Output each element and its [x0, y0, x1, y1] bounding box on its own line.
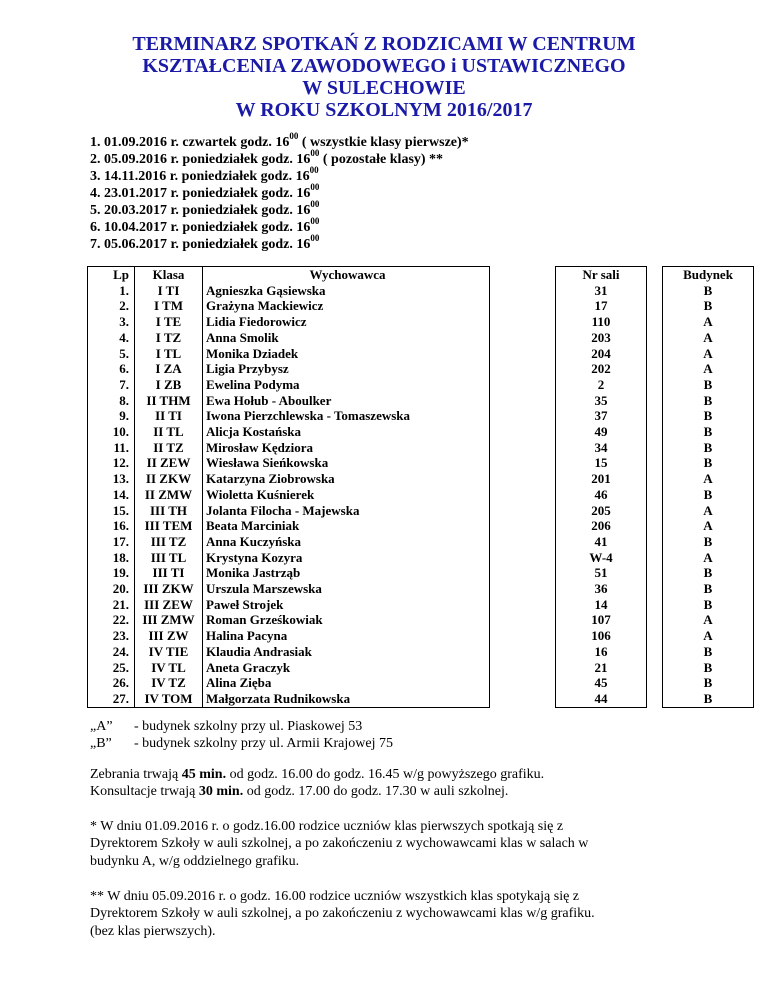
legend-key-b: „B”	[90, 736, 112, 751]
cell-wychowawca: Beata Marciniak	[203, 518, 490, 534]
meeting-item	[90, 165, 469, 185]
cell-nr-sali: 2	[556, 377, 647, 393]
cell-klasa: III TZ	[135, 534, 203, 550]
meeting-text: 5. 20.03.2017 r. poniedziałek godz. 16	[90, 203, 311, 218]
meeting-item	[90, 131, 469, 151]
header-klasa: Klasa	[135, 267, 203, 283]
cell-wychowawca: Ligia Przybysz	[203, 361, 490, 377]
cell-klasa: I TE	[135, 314, 203, 330]
cell-lp: 12.	[88, 455, 135, 471]
cell-nr-sali: W-4	[556, 550, 647, 566]
table-row	[88, 565, 754, 581]
cell-budynek: B	[663, 565, 754, 581]
table-row	[88, 393, 754, 409]
cell-klasa: II ZMW	[135, 487, 203, 503]
cell-klasa: III TL	[135, 550, 203, 566]
cell-klasa: I ZB	[135, 377, 203, 393]
cell-klasa: I TM	[135, 298, 203, 314]
cell-nr-sali: 203	[556, 330, 647, 346]
meeting-time-minutes: 00	[309, 165, 319, 176]
cell-budynek: B	[663, 424, 754, 440]
info-text: Konsultacje trwają	[90, 784, 199, 800]
cell-budynek: B	[663, 534, 754, 550]
cell-budynek: B	[663, 393, 754, 409]
meeting-text: 7. 05.06.2017 r. poniedziałek godz. 16	[90, 237, 311, 252]
cell-nr-sali: 41	[556, 534, 647, 550]
cell-nr-sali: 46	[556, 487, 647, 503]
cell-klasa: III TI	[135, 565, 203, 581]
cell-budynek: B	[663, 644, 754, 660]
cell-klasa: II THM	[135, 393, 203, 409]
cell-budynek: B	[663, 675, 754, 691]
cell-wychowawca: Grażyna Mackiewicz	[203, 298, 490, 314]
table-row	[88, 691, 754, 707]
footnote-line: (bez klas pierwszych).	[90, 923, 216, 939]
cell-klasa: III ZW	[135, 628, 203, 644]
cell-wychowawca: Monika Dziadek	[203, 346, 490, 362]
cell-klasa: III ZMW	[135, 612, 203, 628]
title-line-3: W SULECHOWIE	[302, 77, 466, 99]
meeting-time-minutes: 00	[310, 199, 320, 210]
footnote-other-classes	[90, 888, 690, 940]
cell-wychowawca: Wioletta Kuśnierek	[203, 487, 490, 503]
cell-nr-sali: 202	[556, 361, 647, 377]
title-line-4: W ROKU SZKOLNYM 2016/2017	[235, 99, 533, 121]
cell-lp: 1.	[88, 283, 135, 299]
cell-lp: 24.	[88, 644, 135, 660]
table-row	[88, 424, 754, 440]
meeting-item	[90, 199, 469, 219]
cell-klasa: IV TIE	[135, 644, 203, 660]
cell-budynek: B	[663, 377, 754, 393]
cell-budynek: A	[663, 471, 754, 487]
meeting-dates-list	[90, 131, 469, 253]
cell-lp: 11.	[88, 440, 135, 456]
cell-nr-sali: 37	[556, 408, 647, 424]
cell-wychowawca: Paweł Strojek	[203, 597, 490, 613]
cell-lp: 25.	[88, 660, 135, 676]
meeting-item	[90, 233, 469, 253]
title-line-2: KSZTAŁCENIA ZAWODOWEGO i USTAWICZNEGO	[142, 55, 626, 77]
cell-lp: 19.	[88, 565, 135, 581]
cell-lp: 20.	[88, 581, 135, 597]
cell-budynek: A	[663, 628, 754, 644]
meeting-time-minutes: 00	[310, 233, 320, 244]
cell-klasa: I TZ	[135, 330, 203, 346]
table-row	[88, 455, 754, 471]
cell-wychowawca: Alicja Kostańska	[203, 424, 490, 440]
table-row	[88, 612, 754, 628]
cell-klasa: I TL	[135, 346, 203, 362]
meeting-text: 3. 14.11.2016 r. poniedziałek godz. 16	[90, 169, 310, 184]
footnote-line: * W dniu 01.09.2016 r. o godz.16.00 rodzice uczniów klas pierwszych spotkają się z	[90, 819, 564, 834]
cell-nr-sali: 201	[556, 471, 647, 487]
cell-nr-sali: 31	[556, 283, 647, 299]
cell-wychowawca: Halina Pacyna	[203, 628, 490, 644]
cell-budynek: A	[663, 612, 754, 628]
cell-wychowawca: Małgorzata Rudnikowska	[203, 691, 490, 707]
cell-lp: 23.	[88, 628, 135, 644]
cell-klasa: IV TOM	[135, 691, 203, 707]
cell-lp: 6.	[88, 361, 135, 377]
header-budynek: Budynek	[663, 267, 754, 283]
meeting-time-minutes: 00	[310, 182, 320, 193]
header-lp: Lp	[88, 267, 135, 283]
cell-wychowawca: Lidia Fiedorowicz	[203, 314, 490, 330]
cell-lp: 16.	[88, 518, 135, 534]
table-row	[88, 644, 754, 660]
cell-wychowawca: Ewa Hołub - Aboulker	[203, 393, 490, 409]
cell-budynek: B	[663, 691, 754, 707]
table-row	[88, 518, 754, 534]
cell-budynek: A	[663, 330, 754, 346]
cell-budynek: A	[663, 346, 754, 362]
cell-budynek: B	[663, 660, 754, 676]
meeting-text: ( wszystkie klasy pierwsze)*	[298, 135, 469, 150]
cell-klasa: III TH	[135, 503, 203, 519]
cell-klasa: III TEM	[135, 518, 203, 534]
cell-budynek: B	[663, 487, 754, 503]
cell-wychowawca: Roman Grześkowiak	[203, 612, 490, 628]
table-row	[88, 471, 754, 487]
table-row	[88, 440, 754, 456]
cell-wychowawca: Katarzyna Ziobrowska	[203, 471, 490, 487]
meeting-text: ( pozostałe klasy) **	[319, 152, 444, 167]
cell-nr-sali: 15	[556, 455, 647, 471]
cell-lp: 10.	[88, 424, 135, 440]
table-row	[88, 283, 754, 299]
meeting-text: 4. 23.01.2017 r. poniedziałek godz. 16	[90, 186, 311, 201]
cell-nr-sali: 106	[556, 628, 647, 644]
cell-lp: 14.	[88, 487, 135, 503]
table-row	[88, 377, 754, 393]
cell-nr-sali: 51	[556, 565, 647, 581]
cell-budynek: A	[663, 503, 754, 519]
cell-nr-sali: 17	[556, 298, 647, 314]
footnote-first-classes	[90, 818, 690, 870]
table-row	[88, 628, 754, 644]
meeting-item	[90, 216, 469, 236]
cell-budynek: B	[663, 298, 754, 314]
table-row	[88, 487, 754, 503]
cell-wychowawca: Agnieszka Gąsiewska	[203, 283, 490, 299]
cell-klasa: II TZ	[135, 440, 203, 456]
cell-klasa: III ZEW	[135, 597, 203, 613]
cell-klasa: II TL	[135, 424, 203, 440]
cell-wychowawca: Anna Kuczyńska	[203, 534, 490, 550]
meeting-time-minutes: 00	[310, 216, 320, 227]
cell-klasa: IV TL	[135, 660, 203, 676]
cell-budynek: B	[663, 283, 754, 299]
footnote-line: budynku A, w/g oddzielnego grafiku.	[90, 853, 300, 869]
cell-nr-sali: 14	[556, 597, 647, 613]
cell-wychowawca: Monika Jastrząb	[203, 565, 490, 581]
homeroom-table	[87, 266, 754, 708]
cell-wychowawca: Alina Zięba	[203, 675, 490, 691]
table-row	[88, 534, 754, 550]
cell-lp: 3.	[88, 314, 135, 330]
cell-nr-sali: 204	[556, 346, 647, 362]
cell-wychowawca: Krystyna Kozyra	[203, 550, 490, 566]
cell-budynek: B	[663, 408, 754, 424]
cell-lp: 15.	[88, 503, 135, 519]
footnote-line: ** W dniu 05.09.2016 r. o godz. 16.00 rodzice uczniów wszystkich klas spotykają się z	[90, 889, 580, 904]
table-row	[88, 660, 754, 676]
cell-budynek: A	[663, 518, 754, 534]
cell-nr-sali: 49	[556, 424, 647, 440]
cell-wychowawca: Ewelina Podyma	[203, 377, 490, 393]
meeting-item	[90, 182, 469, 202]
info-duration-meeting: 45 min.	[181, 767, 227, 782]
cell-nr-sali: 45	[556, 675, 647, 691]
cell-nr-sali: 34	[556, 440, 647, 456]
cell-nr-sali: 21	[556, 660, 647, 676]
cell-budynek: B	[663, 581, 754, 597]
cell-klasa: I ZA	[135, 361, 203, 377]
cell-lp: 8.	[88, 393, 135, 409]
cell-budynek: A	[663, 361, 754, 377]
info-duration-consult: 30 min.	[198, 784, 244, 800]
meeting-text: 1. 01.09.2016 r. czwartek godz. 16	[90, 135, 290, 150]
cell-lp: 7.	[88, 377, 135, 393]
title-line-1: TERMINARZ SPOTKAŃ Z RODZICAMI W CENTRUM	[132, 33, 636, 55]
cell-nr-sali: 35	[556, 393, 647, 409]
cell-lp: 26.	[88, 675, 135, 691]
table-row	[88, 298, 754, 314]
table-row	[88, 550, 754, 566]
building-legend	[90, 718, 393, 752]
legend-text-a: - budynek szkolny przy ul. Piaskowej 53	[134, 719, 363, 734]
table-row	[88, 314, 754, 330]
cell-klasa: II ZKW	[135, 471, 203, 487]
cell-lp: 17.	[88, 534, 135, 550]
cell-budynek: A	[663, 550, 754, 566]
cell-nr-sali: 107	[556, 612, 647, 628]
cell-nr-sali: 36	[556, 581, 647, 597]
info-text: Zebrania trwają	[90, 767, 182, 782]
table-row	[88, 597, 754, 613]
meeting-info	[90, 766, 690, 801]
cell-wychowawca: Urszula Marszewska	[203, 581, 490, 597]
cell-nr-sali: 16	[556, 644, 647, 660]
meeting-text: 6. 10.04.2017 r. poniedziałek godz. 16	[90, 220, 311, 235]
cell-wychowawca: Aneta Graczyk	[203, 660, 490, 676]
cell-lp: 2.	[88, 298, 135, 314]
meeting-text: 2. 05.09.2016 r. poniedziałek godz. 16	[90, 152, 311, 167]
cell-lp: 13.	[88, 471, 135, 487]
cell-wychowawca: Mirosław Kędziora	[203, 440, 490, 456]
table-row	[88, 408, 754, 424]
cell-lp: 27.	[88, 691, 135, 707]
cell-wychowawca: Wiesława Sieńkowska	[203, 455, 490, 471]
legend-text-b: - budynek szkolny przy ul. Armii Krajowej 75	[134, 736, 393, 751]
cell-wychowawca: Klaudia Andrasiak	[203, 644, 490, 660]
table-row	[88, 581, 754, 597]
table-header-row	[88, 267, 754, 283]
cell-klasa: III ZKW	[135, 581, 203, 597]
cell-klasa: II ZEW	[135, 455, 203, 471]
header-nr-sali: Nr sali	[556, 267, 647, 283]
cell-wychowawca: Iwona Pierzchlewska - Tomaszewska	[203, 408, 490, 424]
cell-wychowawca: Anna Smolik	[203, 330, 490, 346]
cell-nr-sali: 206	[556, 518, 647, 534]
header-wychowawca: Wychowawca	[203, 267, 490, 283]
cell-budynek: B	[663, 440, 754, 456]
cell-nr-sali: 205	[556, 503, 647, 519]
cell-budynek: A	[663, 314, 754, 330]
cell-budynek: B	[663, 455, 754, 471]
cell-lp: 22.	[88, 612, 135, 628]
cell-lp: 4.	[88, 330, 135, 346]
cell-nr-sali: 44	[556, 691, 647, 707]
table-row	[88, 346, 754, 362]
cell-klasa: IV TZ	[135, 675, 203, 691]
cell-lp: 18.	[88, 550, 135, 566]
table-row	[88, 675, 754, 691]
cell-lp: 9.	[88, 408, 135, 424]
cell-klasa: II TI	[135, 408, 203, 424]
table-row	[88, 361, 754, 377]
info-text: od godz. 16.00 do godz. 16.45 w/g powyższego grafiku.	[226, 767, 545, 782]
meeting-time-minutes: 00	[289, 131, 299, 142]
footnote-line: Dyrektorem Szkoły w auli szkolnej, a po zakończeniu z wychowawcami klas w/g grafiku.	[90, 906, 595, 922]
legend-key-a: „A”	[90, 719, 113, 734]
cell-nr-sali: 110	[556, 314, 647, 330]
cell-lp: 5.	[88, 346, 135, 362]
cell-klasa: I TI	[135, 283, 203, 299]
meeting-item	[90, 148, 469, 168]
cell-budynek: B	[663, 597, 754, 613]
footnote-line: Dyrektorem Szkoły w auli szkolnej, a po zakończeniu z wychowawcami klas w salach w	[90, 836, 589, 852]
table-row	[88, 503, 754, 519]
meeting-time-minutes: 00	[310, 148, 320, 159]
table-row	[88, 330, 754, 346]
info-text: od godz. 17.00 do godz. 17.30 w auli szkolnej.	[243, 784, 509, 800]
cell-lp: 21.	[88, 597, 135, 613]
document-title	[0, 33, 768, 121]
cell-wychowawca: Jolanta Filocha - Majewska	[203, 503, 490, 519]
